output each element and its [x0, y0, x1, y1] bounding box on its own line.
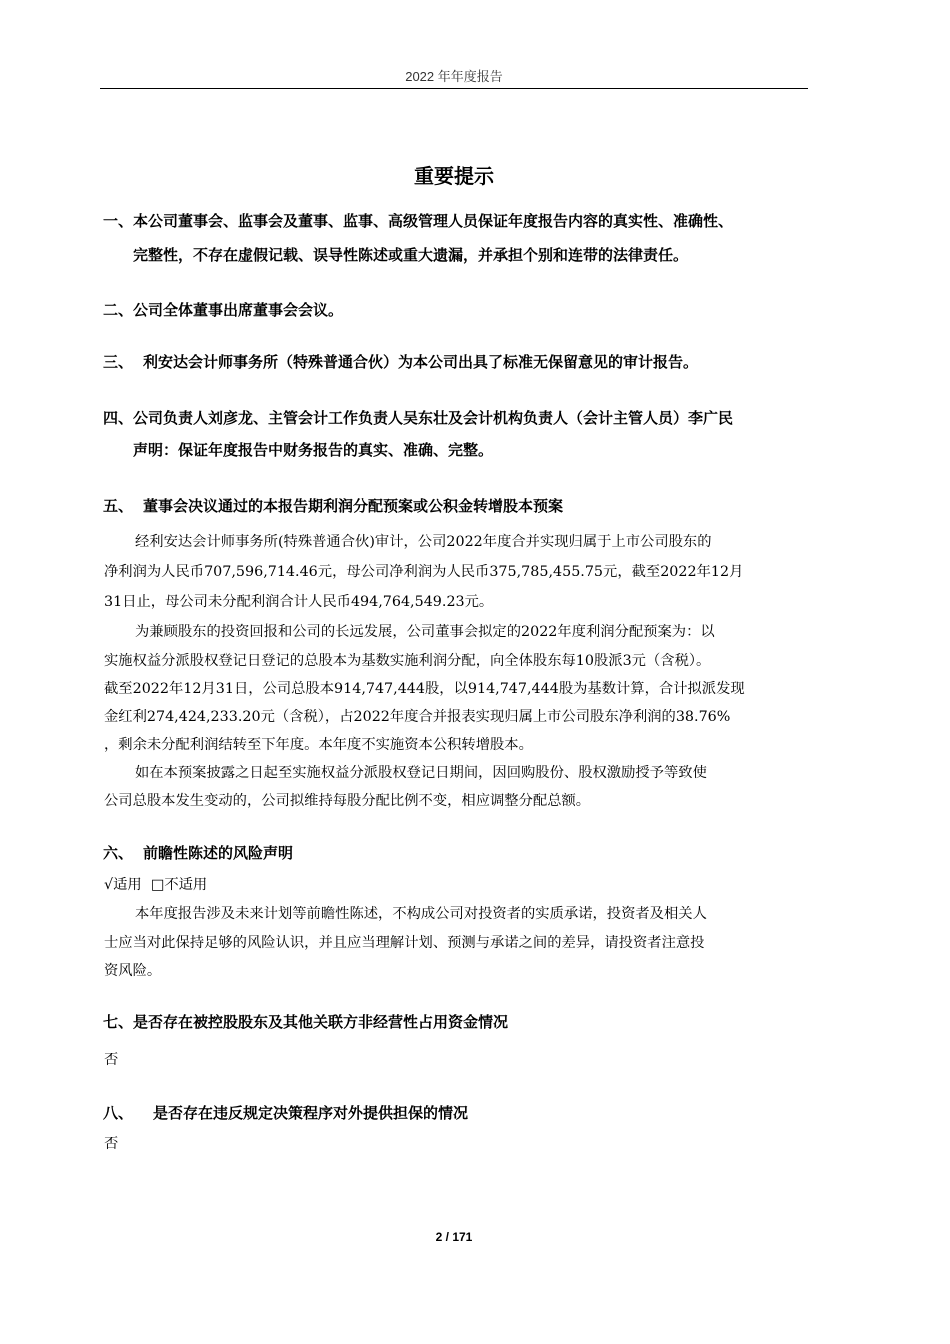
section-5-para-line: 为兼顾股东的投资回报和公司的长远发展，公司董事会拟定的2022年度利润分配预案为：以	[135, 624, 715, 640]
section-3-number: 三、	[103, 353, 134, 371]
empty-checkbox-icon: □	[150, 877, 165, 893]
section-5-para-line: 公司总股本发生变动的，公司拟维持每股分配比例不变，相应调整分配总额。	[104, 793, 591, 809]
section-8-title: 是否存在违反规定决策程序对外提供担保的情况	[153, 1104, 469, 1122]
section-8-heading	[103, 1096, 468, 1130]
page-header: 2022 年年度报告	[405, 69, 503, 84]
section-6-title: 前瞻性陈述的风险声明	[143, 844, 294, 862]
section-1-line-2: 完整性，不存在虚假记载、误导性陈述或重大遗漏，并承担个别和连带的法律责任。	[133, 246, 689, 264]
section-6-para-line: 士应当对此保持足够的风险认识，并且应当理解计划、预测与承诺之间的差异，请投资者注意投	[104, 935, 705, 951]
section-3-text: 利安达会计师事务所（特殊普通合伙）为本公司出具了标准无保留意见的审计报告。	[143, 353, 699, 371]
section-7-answer: 否	[104, 1052, 119, 1068]
section-1-line-1: 一、本公司董事会、监事会及董事、监事、高级管理人员保证年度报告内容的真实性、准确性、	[103, 212, 734, 230]
check-mark-icon: √	[104, 877, 114, 893]
applicable-label: 适用	[113, 877, 142, 893]
section-7-heading: 七、是否存在被控股股东及其他关联方非经营性占用资金情况	[103, 1013, 509, 1031]
header-divider	[100, 88, 808, 89]
section-5-para-line: 31日止，母公司未分配利润合计人民币494,764,549.23元。	[104, 594, 494, 610]
section-6-para-line: 本年度报告涉及未来计划等前瞻性陈述，不构成公司对投资者的实质承诺，投资者及相关人	[135, 906, 707, 922]
section-5-para-line: 净利润为人民币707,596,714.46元，母公司净利润为人民币375,785,455.75元，截至2022年12月	[104, 564, 744, 580]
section-5-para-line: ，剩余未分配利润结转至下年度。本年度不实施资本公积转增股本。	[104, 737, 533, 753]
section-2: 二、公司全体董事出席董事会会议。	[103, 301, 344, 319]
section-5-para-line: 截至2022年12月31日，公司总股本914,747,444股，以914,747,444股为基数计算，合计拟派发现	[104, 681, 745, 697]
section-5-para-line: 如在本预案披露之日起至实施权益分派股权登记日期间，因回购股份、股权激励授予等致使	[135, 765, 707, 781]
section-4-line-1: 四、公司负责人刘彦龙、主管会计工作负责人吴东壮及会计机构负责人（会计主管人员）李广民	[103, 409, 734, 427]
section-4-line-2: 声明：保证年度报告中财务报告的真实、准确、完整。	[133, 441, 494, 459]
page-number: 2 / 171	[435, 1230, 473, 1244]
section-5-para-line: 经利安达会计师事务所(特殊普通合伙)审计，公司2022年度合并实现归属于上市公司股东的	[135, 534, 712, 550]
section-5-para-line: 金红利274,424,233.20元（含税），占2022年度合并报表实现归属上市公司股东净利润的38.76%	[104, 709, 731, 725]
section-5-para-line: 实施权益分派股权登记日登记的总股本为基数实施利润分配，向全体股东每10股派3元（含税）。	[104, 653, 711, 669]
applicability-options	[104, 872, 207, 898]
section-3	[103, 345, 698, 379]
section-6-number: 六、	[103, 844, 134, 862]
section-6-para-line: 资风险。	[104, 963, 162, 979]
section-5-title: 董事会决议通过的本报告期利润分配预案或公积金转增股本预案	[143, 497, 564, 515]
section-8-number: 八、	[103, 1104, 134, 1122]
section-5-number: 五、	[103, 497, 134, 515]
not-applicable-label: 不适用	[164, 877, 208, 893]
section-5-heading	[103, 489, 563, 523]
section-8-answer: 否	[104, 1136, 119, 1152]
page-title: 重要提示	[414, 164, 494, 188]
section-6-heading	[103, 836, 293, 870]
